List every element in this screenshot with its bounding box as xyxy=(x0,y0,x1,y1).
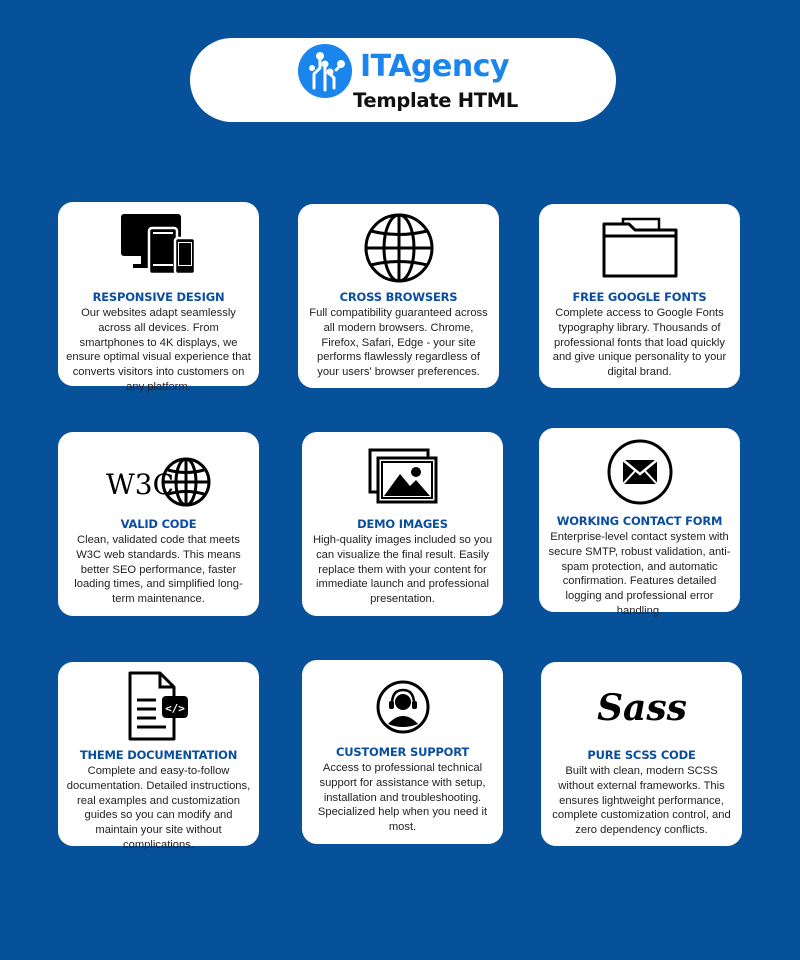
headset-icon xyxy=(376,680,430,734)
images-icon xyxy=(368,448,438,504)
feature-title: RESPONSIVE DESIGN xyxy=(92,290,225,304)
svg-text:W3C: W3C xyxy=(105,468,174,501)
circuit-icon xyxy=(298,44,352,98)
w3c-icon xyxy=(106,456,212,508)
feature-description: Enterprise-level contact system with secure SMTP, robust validation, anti-spam protection, and automatic confirmation. Features detailed logging and professional error handling. xyxy=(548,531,731,617)
feature-card-contact-form xyxy=(539,428,740,617)
feature-card-demo-images xyxy=(302,432,503,616)
feature-title: VALID CODE xyxy=(120,517,197,531)
folder-icon xyxy=(601,216,679,280)
feature-title: WORKING CONTACT FORM xyxy=(556,514,723,528)
feature-card-responsive xyxy=(58,202,259,393)
feature-title: FREE GOOGLE FONTS xyxy=(572,290,707,304)
globe-icon xyxy=(363,212,435,284)
devices-icon xyxy=(119,212,199,276)
feature-description: Complete and easy-to-follow documentation. Detailed instructions, real examples and customization guides so you can modify and maintain your site without complications. xyxy=(66,765,251,851)
feature-card-scss xyxy=(541,662,742,846)
page-subtitle: Template HTML xyxy=(353,89,518,112)
feature-card-documentation xyxy=(58,662,259,851)
feature-description: Our websites adapt seamlessly across all devices. From smartphones to 4K displays, we ensure optimal visual experience that converts visitors into customers on any platform. xyxy=(66,307,251,393)
svg-text:</>: </> xyxy=(164,702,185,715)
feature-card-google-fonts xyxy=(539,204,740,388)
feature-description: Full compatibility guaranteed across all modern browsers. Chrome, Firefox, Safari, Edge - your site performs flawlessly regardless of your users' browser preferences. xyxy=(309,307,488,379)
brand-name: ITAgency xyxy=(360,49,510,84)
header-badge xyxy=(190,38,616,122)
feature-title: CROSS BROWSERS xyxy=(339,290,458,304)
feature-description: Built with clean, modern SCSS without external frameworks. This ensures lightweight performance, complete customization control, and zero dependency conflicts. xyxy=(552,765,731,837)
feature-title: PURE SCSS CODE xyxy=(587,748,696,762)
feature-description: Complete access to Google Fonts typography library. Thousands of professional fonts that load quickly and give unique personality to your digital brand. xyxy=(552,307,727,379)
envelope-icon xyxy=(606,438,674,506)
feature-description: Clean, validated code that meets W3C web standards. This means better SEO performance, faster loading times, and simplified long-term maintenance. xyxy=(74,534,243,606)
feature-card-customer-support xyxy=(302,660,503,844)
feature-description: High-quality images included so you can visualize the final result. Easily replace them with your content for immediate launch and professional presentation. xyxy=(312,534,493,606)
feature-card-valid-code xyxy=(58,432,259,616)
feature-title: THEME DOCUMENTATION xyxy=(79,748,238,762)
feature-description: Access to professional technical support for assistance with setup, installation and troubleshooting. Specialized help when you need it most. xyxy=(317,762,488,834)
document-code-icon xyxy=(126,670,192,742)
feature-title: CUSTOMER SUPPORT xyxy=(335,745,470,759)
feature-title: DEMO IMAGES xyxy=(357,517,448,531)
sass-icon xyxy=(592,676,692,736)
svg-text:Sass: Sass xyxy=(596,687,687,729)
feature-card-cross-browsers xyxy=(298,204,499,388)
